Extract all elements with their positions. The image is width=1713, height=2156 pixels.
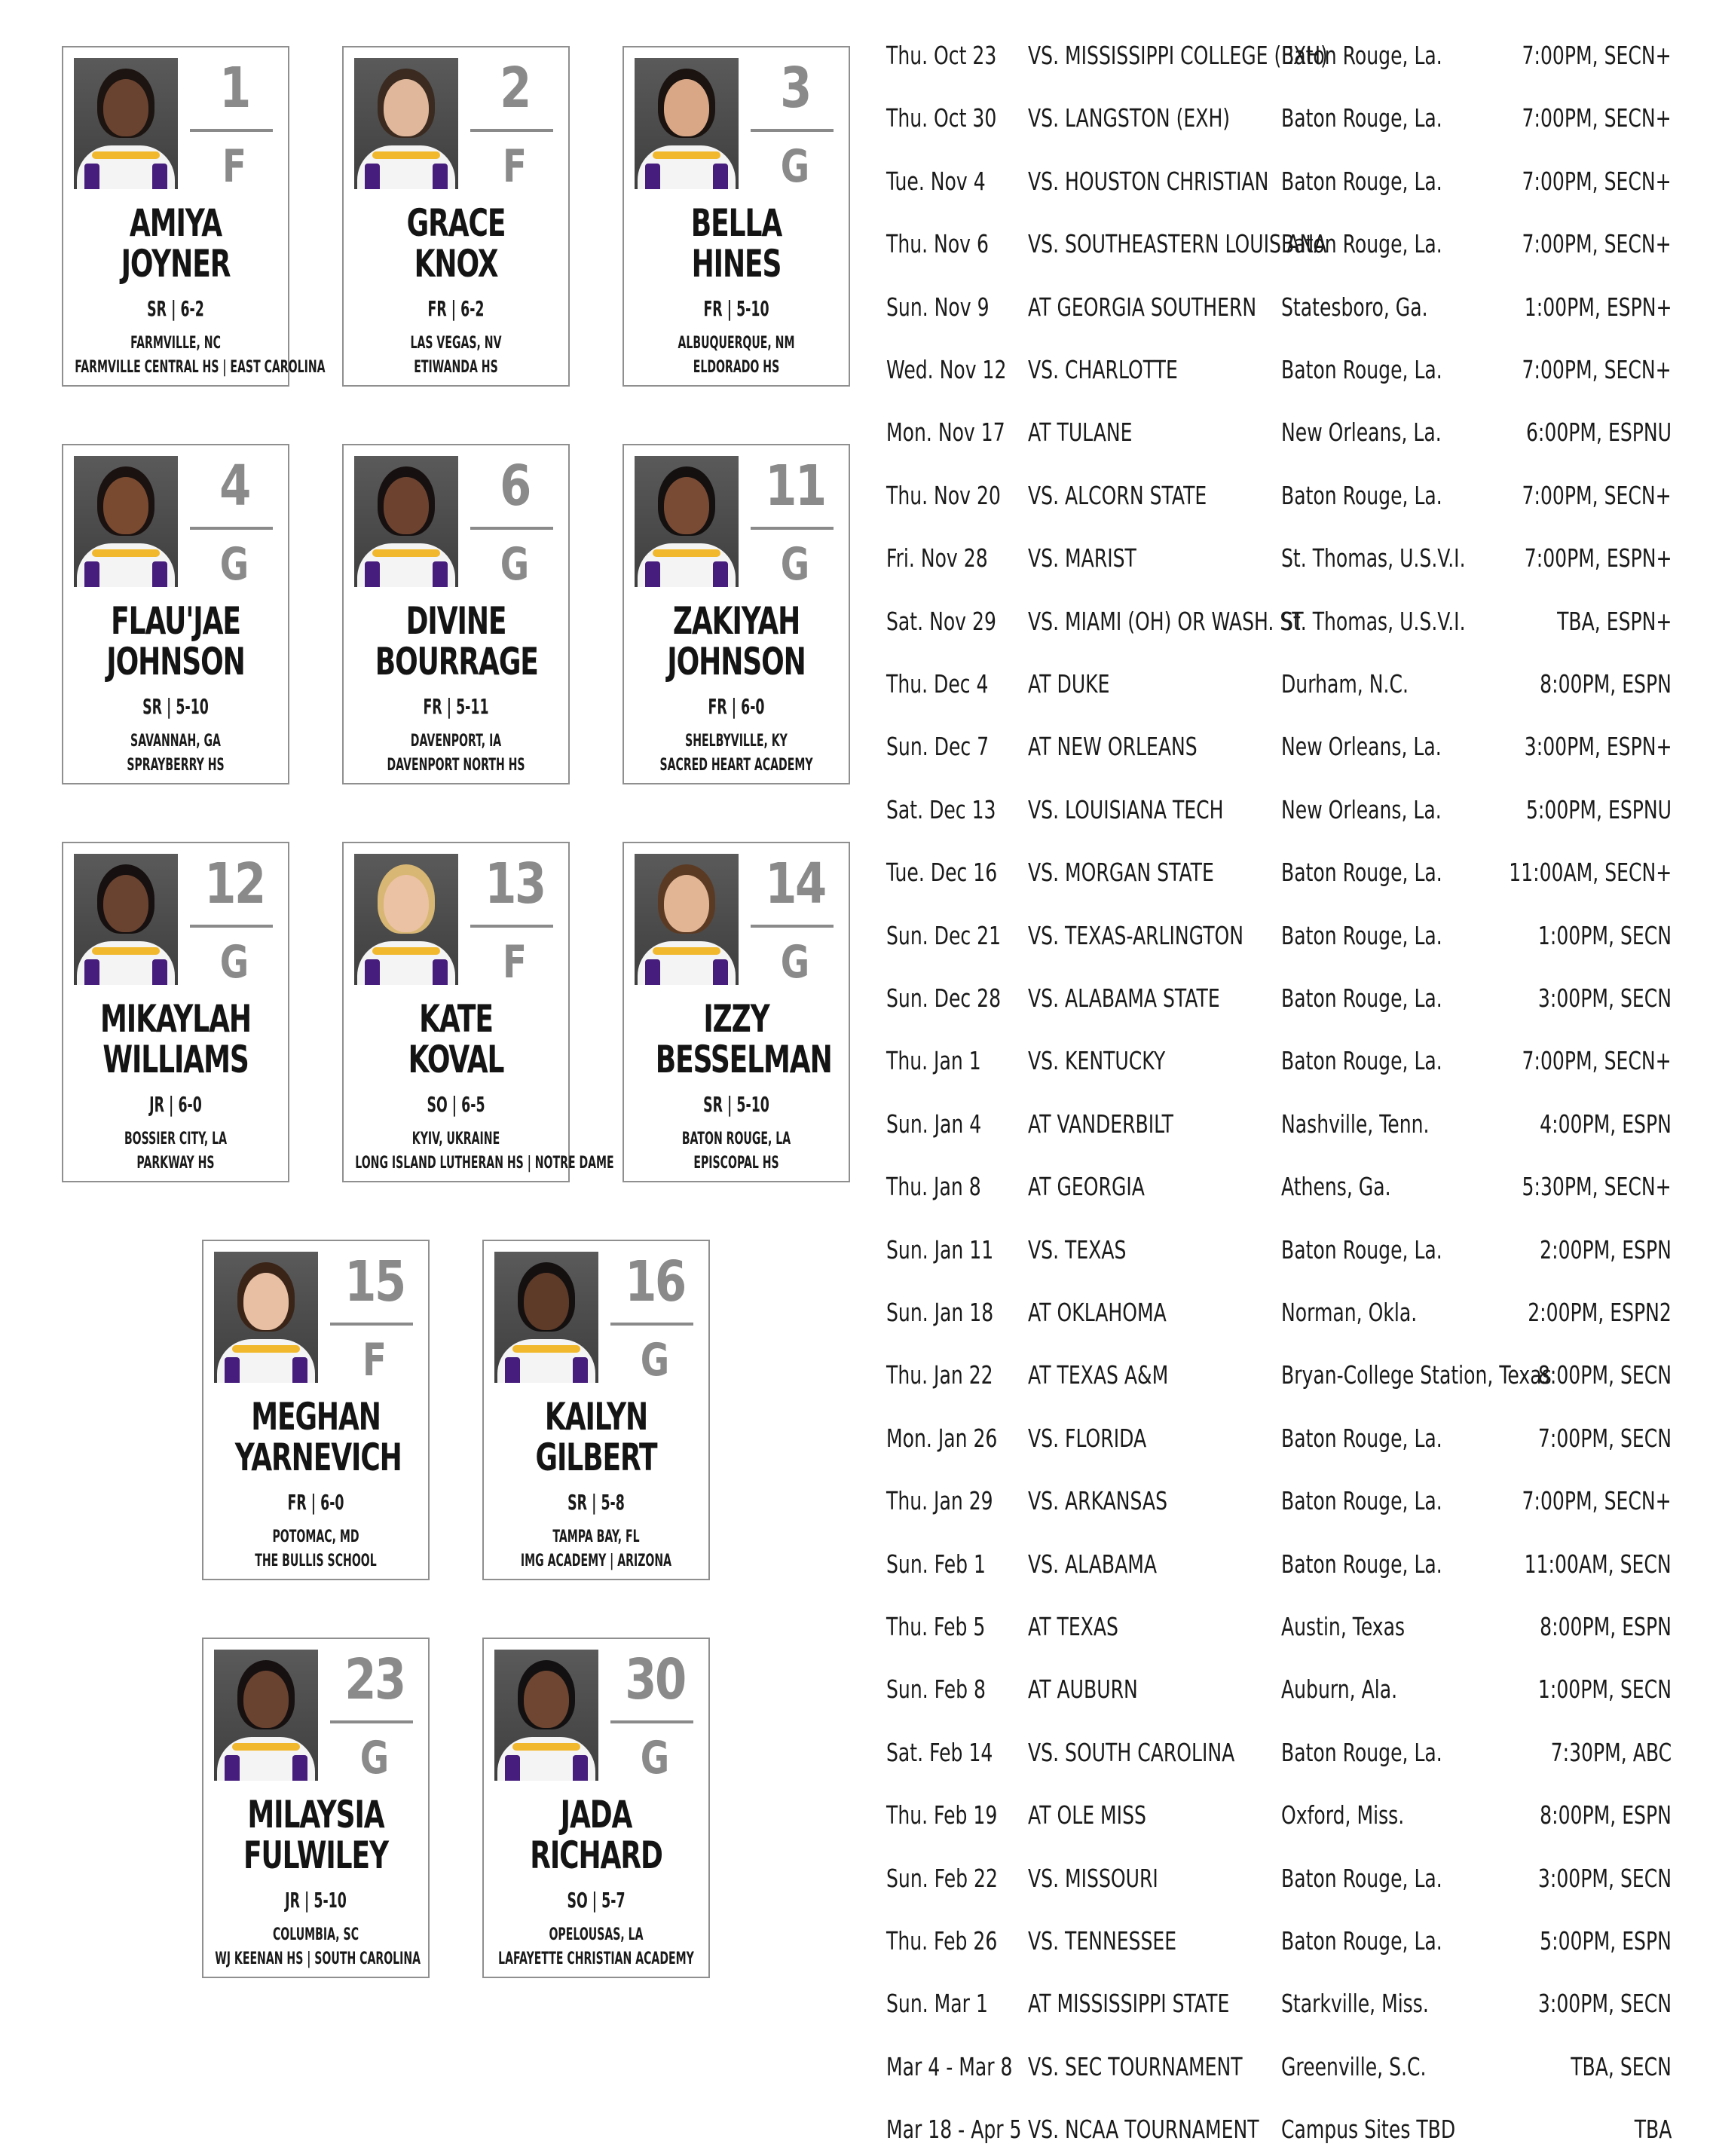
schedule-row xyxy=(886,96,1672,141)
game-time-network: 7:00PM, SECN+ xyxy=(1522,480,1672,510)
game-time-network: 7:00PM, SECN+ xyxy=(1522,41,1672,70)
game-opponent: AT GEORGIA SOUTHERN xyxy=(1028,292,1257,322)
player-name: GRACE KNOX xyxy=(406,201,506,286)
player-name: DIVINE BOURRAGE xyxy=(375,599,538,683)
hometown: DAVENPORT, IA xyxy=(410,732,502,751)
game-location: Athens, Ga. xyxy=(1281,1172,1391,1202)
game-opponent: VS. TEXAS-ARLINGTON xyxy=(1028,920,1244,950)
schedule-row xyxy=(886,536,1672,581)
divider xyxy=(470,527,553,530)
previous-school: IMG ACADEMY | ARIZONA xyxy=(520,1552,672,1570)
game-time-network: 7:00PM, SECN+ xyxy=(1522,166,1672,196)
game-time-network: 11:00AM, SECN+ xyxy=(1508,858,1672,888)
game-time-network: 5:30PM, SECN+ xyxy=(1522,1172,1672,1202)
hometown: BOSSIER CITY, LA xyxy=(124,1130,228,1148)
player-position: G xyxy=(780,936,810,989)
game-opponent: VS. SOUTHEASTERN LOUISIANA xyxy=(1028,229,1327,259)
player-name: AMIYA JOYNER xyxy=(121,201,231,286)
game-location: Starkville, Miss. xyxy=(1281,1989,1429,2019)
divider xyxy=(751,925,834,928)
player-photo xyxy=(635,58,739,189)
class-height: SO | 5-7 xyxy=(567,1888,626,1913)
hometown: POTOMAC, MD xyxy=(272,1528,359,1546)
previous-school: WJ KEENAN HS | SOUTH CAROLINA xyxy=(215,1950,421,1968)
schedule-row xyxy=(886,159,1672,204)
game-opponent: VS. CHARLOTTE xyxy=(1028,355,1178,384)
player-name: MIKAYLAH WILLIAMS xyxy=(100,997,251,1081)
class-height: FR | 6-2 xyxy=(427,296,485,321)
game-time-network: 7:00PM, SECN+ xyxy=(1522,229,1672,259)
hometown: FARMVILLE, NC xyxy=(130,334,221,353)
game-opponent: AT OLE MISS xyxy=(1028,1800,1146,1830)
game-location: Baton Rouge, La. xyxy=(1281,1926,1442,1956)
player-name: KAILYN GILBERT xyxy=(535,1395,657,1479)
player-card xyxy=(622,46,850,387)
divider xyxy=(470,925,553,928)
player-card xyxy=(482,1240,710,1580)
game-time-network: 2:00PM, ESPN2 xyxy=(1528,1298,1672,1327)
player-photo xyxy=(354,854,458,985)
game-opponent: VS. ALCORN STATE xyxy=(1028,480,1207,510)
game-opponent: AT TULANE xyxy=(1028,417,1133,448)
game-time-network: 1:00PM, SECN xyxy=(1537,920,1672,950)
game-location: New Orleans, La. xyxy=(1281,732,1442,762)
player-card xyxy=(622,444,850,784)
game-time-network: 5:00PM, ESPNU xyxy=(1525,794,1672,824)
divider xyxy=(751,527,834,530)
player-photo xyxy=(354,456,458,587)
previous-school: SACRED HEART ACADEMY xyxy=(659,756,813,775)
game-location: New Orleans, La. xyxy=(1281,417,1442,448)
hometown: COLUMBIA, SC xyxy=(272,1925,359,1944)
jersey-number: 16 xyxy=(625,1249,685,1314)
game-date: Mon. Nov 17 xyxy=(886,417,1005,448)
schedule-row xyxy=(886,410,1672,455)
previous-school: DAVENPORT NORTH HS xyxy=(387,756,525,775)
game-opponent: VS. MISSISSIPPI COLLEGE (EXH) xyxy=(1028,41,1328,70)
game-time-network: 3:00PM, SECN xyxy=(1537,1989,1672,2019)
game-date: Thu. Nov 20 xyxy=(886,480,1001,510)
game-time-network: 8:00PM, SECN xyxy=(1537,1360,1672,1390)
game-date: Sun. Dec 21 xyxy=(886,920,1002,950)
game-date: Thu. Oct 30 xyxy=(886,103,997,133)
game-time-network: 7:00PM, SECN+ xyxy=(1522,1486,1672,1516)
game-date: Sun. Mar 1 xyxy=(886,1989,988,2019)
class-height: FR | 5-11 xyxy=(423,694,489,719)
game-date: Sun. Jan 11 xyxy=(886,1234,994,1265)
player-position: F xyxy=(503,936,527,989)
schedule-row xyxy=(886,1228,1672,1273)
game-time-network: 3:00PM, ESPN+ xyxy=(1524,732,1672,762)
jersey-number: 2 xyxy=(500,56,530,121)
hometown: OPELOUSAS, LA xyxy=(549,1925,644,1944)
game-opponent: VS. TENNESSEE xyxy=(1028,1926,1177,1956)
player-card xyxy=(342,842,614,1182)
player-photo xyxy=(354,58,458,189)
player-card xyxy=(62,444,289,784)
game-opponent: VS. LANGSTON (EXH) xyxy=(1028,103,1231,133)
player-name: KATE KOVAL xyxy=(408,997,504,1081)
hometown: LAS VEGAS, NV xyxy=(410,334,502,353)
player-name: IZZY BESSELMAN xyxy=(655,997,832,1081)
schedule-row xyxy=(886,1353,1672,1398)
player-position: G xyxy=(219,936,249,989)
schedule-row xyxy=(886,1290,1672,1335)
divider xyxy=(470,129,553,132)
player-card xyxy=(482,1638,710,1978)
game-date: Sat. Feb 14 xyxy=(886,1737,993,1767)
jersey-number: 4 xyxy=(219,454,249,518)
game-time-network: 7:30PM, ABC xyxy=(1550,1737,1672,1767)
game-date: Thu. Jan 8 xyxy=(886,1172,981,1202)
player-card xyxy=(202,1638,430,1978)
game-opponent: VS. ARKANSAS xyxy=(1028,1486,1168,1516)
game-time-network: 8:00PM, ESPN xyxy=(1540,669,1672,699)
game-date: Thu. Feb 19 xyxy=(886,1800,998,1830)
hometown: KYIV, UKRAINE xyxy=(411,1130,500,1148)
game-opponent: AT TEXAS xyxy=(1028,1612,1118,1641)
game-opponent: AT TEXAS A&M xyxy=(1028,1360,1169,1390)
player-position: G xyxy=(780,140,810,193)
game-date: Thu. Nov 6 xyxy=(886,229,989,259)
divider xyxy=(330,1323,413,1326)
schedule-row xyxy=(886,1604,1672,1650)
game-location: Austin, Texas xyxy=(1281,1612,1406,1641)
schedule-row xyxy=(886,787,1672,833)
game-opponent: VS. MORGAN STATE xyxy=(1028,858,1214,888)
game-location: Oxford, Miss. xyxy=(1281,1800,1405,1830)
game-opponent: VS. ALABAMA STATE xyxy=(1028,983,1220,1013)
jersey-number: 1 xyxy=(219,56,249,121)
game-date: Sun. Dec 7 xyxy=(886,732,990,762)
hometown: TAMPA BAY, FL xyxy=(552,1528,640,1546)
jersey-number: 6 xyxy=(500,454,530,518)
jersey-number: 23 xyxy=(344,1647,405,1712)
player-card xyxy=(342,444,570,784)
game-opponent: AT DUKE xyxy=(1028,669,1110,699)
previous-school: SPRAYBERRY HS xyxy=(127,756,225,775)
game-opponent: AT VANDERBILT xyxy=(1028,1109,1174,1139)
game-time-network: 2:00PM, ESPN xyxy=(1540,1234,1672,1265)
divider xyxy=(190,129,273,132)
game-location: Baton Rouge, La. xyxy=(1281,1863,1442,1893)
game-date: Sun. Feb 22 xyxy=(886,1863,998,1893)
player-photo xyxy=(74,854,178,985)
game-time-network: 8:00PM, ESPN xyxy=(1540,1800,1672,1830)
player-position: G xyxy=(359,1732,390,1784)
schedule-row xyxy=(886,724,1672,769)
divider xyxy=(610,1720,693,1723)
player-position: G xyxy=(640,1732,670,1784)
game-location: Baton Rouge, La. xyxy=(1281,229,1442,259)
jersey-number: 3 xyxy=(780,56,810,121)
game-date: Mon. Jan 26 xyxy=(886,1423,998,1453)
game-date: Thu. Jan 1 xyxy=(886,1046,981,1076)
class-height: SR | 5-10 xyxy=(142,694,209,719)
game-opponent: AT AUBURN xyxy=(1028,1674,1138,1705)
class-height: FR | 5-10 xyxy=(703,296,769,321)
jersey-number: 14 xyxy=(765,852,825,916)
game-location: Baton Rouge, La. xyxy=(1281,983,1442,1013)
schedule-row xyxy=(886,2044,1672,2090)
player-card xyxy=(62,842,289,1182)
game-date: Sun. Dec 28 xyxy=(886,983,1002,1013)
game-time-network: 3:00PM, SECN xyxy=(1537,983,1672,1013)
game-location: Baton Rouge, La. xyxy=(1281,1234,1442,1265)
player-position: F xyxy=(222,140,246,193)
game-date: Sun. Jan 18 xyxy=(886,1298,994,1327)
schedule-row xyxy=(886,1919,1672,1964)
previous-school: PARKWAY HS xyxy=(136,1154,215,1173)
game-time-network: TBA, SECN xyxy=(1571,2051,1672,2081)
schedule-row xyxy=(886,1793,1672,1838)
game-location: Baton Rouge, La. xyxy=(1281,1486,1442,1516)
game-location: Nashville, Tenn. xyxy=(1281,1109,1430,1139)
schedule-row xyxy=(886,976,1672,1021)
schedule-row xyxy=(886,33,1672,78)
game-location: Baton Rouge, La. xyxy=(1281,1737,1442,1767)
player-position: F xyxy=(362,1334,387,1387)
game-time-network: 8:00PM, ESPN xyxy=(1540,1612,1672,1641)
player-card xyxy=(342,46,570,387)
schedule-row xyxy=(886,1102,1672,1147)
game-opponent: VS. NCAA TOURNAMENT xyxy=(1028,2115,1259,2145)
game-location: Statesboro, Ga. xyxy=(1281,292,1428,322)
game-location: St. Thomas, U.S.V.I. xyxy=(1281,606,1466,636)
schedule-row xyxy=(886,850,1672,895)
player-name: JADA RICHARD xyxy=(530,1793,662,1877)
game-time-network: 1:00PM, ESPN+ xyxy=(1524,292,1672,322)
game-date: Mar 4 - Mar 8 xyxy=(886,2051,1013,2081)
game-location: Auburn, Ala. xyxy=(1281,1674,1398,1705)
game-time-network: 6:00PM, ESPNU xyxy=(1525,417,1672,448)
previous-school: ELDORADO HS xyxy=(693,358,780,377)
schedule-row xyxy=(886,1667,1672,1712)
game-date: Mar 18 - Apr 5 xyxy=(886,2115,1022,2145)
game-opponent: VS. SOUTH CAROLINA xyxy=(1028,1737,1235,1767)
game-location: New Orleans, La. xyxy=(1281,794,1442,824)
game-opponent: VS. KENTUCKY xyxy=(1028,1046,1166,1076)
game-opponent: AT GEORGIA xyxy=(1028,1172,1145,1202)
game-opponent: VS. SEC TOURNAMENT xyxy=(1028,2051,1243,2081)
player-position: F xyxy=(503,140,527,193)
hometown: SHELBYVILLE, KY xyxy=(685,732,788,751)
previous-school: LAFAYETTE CHRISTIAN ACADEMY xyxy=(498,1950,694,1968)
schedule-row xyxy=(886,1542,1672,1587)
class-height: JR | 5-10 xyxy=(285,1888,347,1913)
game-location: Baton Rouge, La. xyxy=(1281,166,1442,196)
player-position: G xyxy=(780,538,810,591)
schedule-row xyxy=(886,347,1672,393)
player-photo xyxy=(494,1650,598,1781)
schedule-row xyxy=(886,599,1672,644)
game-date: Tue. Dec 16 xyxy=(886,858,998,888)
game-date: Sun. Feb 8 xyxy=(886,1674,986,1705)
player-name: FLAU'JAE JOHNSON xyxy=(106,599,245,683)
jersey-number: 30 xyxy=(625,1647,685,1712)
player-name: MILAYSIA FULWILEY xyxy=(243,1793,389,1877)
player-position: G xyxy=(640,1334,670,1387)
game-location: Baton Rouge, La. xyxy=(1281,480,1442,510)
game-time-network: TBA xyxy=(1634,2115,1672,2145)
game-date: Thu. Jan 29 xyxy=(886,1486,993,1516)
game-time-network: 7:00PM, SECN+ xyxy=(1522,103,1672,133)
game-opponent: AT OKLAHOMA xyxy=(1028,1298,1167,1327)
schedule-row xyxy=(886,222,1672,267)
game-opponent: VS. ALABAMA xyxy=(1028,1549,1158,1579)
hometown: BATON ROUGE, LA xyxy=(681,1130,791,1148)
player-position: G xyxy=(500,538,530,591)
previous-school: EPISCOPAL HS xyxy=(693,1154,779,1173)
schedule-row xyxy=(886,1856,1672,1901)
game-location: Baton Rouge, La. xyxy=(1281,355,1442,384)
player-card xyxy=(202,1240,430,1580)
previous-school: LONG ISLAND LUTHERAN HS | NOTRE DAME xyxy=(355,1154,614,1173)
player-photo xyxy=(635,456,739,587)
schedule-row xyxy=(886,1164,1672,1210)
player-photo xyxy=(214,1650,318,1781)
divider xyxy=(330,1720,413,1723)
jersey-number: 15 xyxy=(344,1249,405,1314)
game-opponent: VS. TEXAS xyxy=(1028,1234,1127,1265)
game-date: Thu. Feb 5 xyxy=(886,1612,986,1641)
class-height: SO | 6-5 xyxy=(427,1092,485,1117)
divider xyxy=(751,129,834,132)
game-date: Sat. Dec 13 xyxy=(886,794,996,824)
class-height: SR | 5-10 xyxy=(703,1092,769,1117)
hometown: ALBUQUERQUE, NM xyxy=(678,334,795,353)
previous-school: FARMVILLE CENTRAL HS | EAST CAROLINA xyxy=(75,358,326,377)
game-location: Baton Rouge, La. xyxy=(1281,1549,1442,1579)
game-opponent: VS. LOUISIANA TECH xyxy=(1028,794,1224,824)
schedule-row xyxy=(886,1730,1672,1775)
game-date: Sun. Nov 9 xyxy=(886,292,990,322)
class-height: JR | 6-0 xyxy=(149,1092,202,1117)
game-date: Thu. Dec 4 xyxy=(886,669,989,699)
game-time-network: 7:00PM, SECN+ xyxy=(1522,1046,1672,1076)
class-height: FR | 6-0 xyxy=(708,694,765,719)
game-time-network: 7:00PM, SECN+ xyxy=(1522,355,1672,384)
schedule-row xyxy=(886,1981,1672,2026)
game-location: Campus Sites TBD xyxy=(1281,2115,1456,2145)
game-opponent: AT NEW ORLEANS xyxy=(1028,732,1198,762)
game-opponent: AT MISSISSIPPI STATE xyxy=(1028,1989,1230,2019)
player-name: ZAKIYAH JOHNSON xyxy=(667,599,806,683)
class-height: SR | 5-8 xyxy=(567,1490,625,1515)
game-time-network: TBA, ESPN+ xyxy=(1556,606,1672,636)
player-card xyxy=(62,46,326,387)
player-photo xyxy=(74,58,178,189)
schedule-row xyxy=(886,2107,1672,2152)
game-opponent: VS. MARIST xyxy=(1028,543,1136,573)
divider xyxy=(190,925,273,928)
game-opponent: VS. FLORIDA xyxy=(1028,1423,1147,1453)
game-location: Baton Rouge, La. xyxy=(1281,858,1442,888)
schedule-row xyxy=(886,1416,1672,1461)
class-height: SR | 6-2 xyxy=(147,296,204,321)
game-date: Sun. Feb 1 xyxy=(886,1549,986,1579)
game-location: Norman, Okla. xyxy=(1281,1298,1418,1327)
schedule-row xyxy=(886,913,1672,959)
hometown: SAVANNAH, GA xyxy=(130,732,221,751)
player-card xyxy=(622,842,850,1182)
schedule-row xyxy=(886,473,1672,518)
game-location: Greenville, S.C. xyxy=(1281,2051,1427,2081)
game-location: Durham, N.C. xyxy=(1281,669,1409,699)
game-time-network: 7:00PM, SECN xyxy=(1537,1423,1672,1453)
player-name: MEGHAN YARNEVICH xyxy=(234,1395,402,1479)
game-location: Bryan-College Station, Texas xyxy=(1281,1360,1552,1390)
previous-school: ETIWANDA HS xyxy=(414,358,498,377)
schedule-row xyxy=(886,662,1672,707)
jersey-number: 13 xyxy=(485,852,545,916)
game-date: Sun. Jan 4 xyxy=(886,1109,982,1139)
divider xyxy=(190,527,273,530)
game-location: St. Thomas, U.S.V.I. xyxy=(1281,543,1466,573)
game-date: Tue. Nov 4 xyxy=(886,166,986,196)
player-photo xyxy=(494,1252,598,1383)
game-opponent: VS. MISSOURI xyxy=(1028,1863,1158,1893)
divider xyxy=(610,1323,693,1326)
game-date: Thu. Jan 22 xyxy=(886,1360,993,1390)
game-date: Thu. Oct 23 xyxy=(886,41,997,70)
game-time-network: 3:00PM, SECN xyxy=(1537,1863,1672,1893)
schedule-row xyxy=(886,1038,1672,1084)
schedule-row xyxy=(886,285,1672,330)
game-opponent: VS. HOUSTON CHRISTIAN xyxy=(1028,166,1269,196)
jersey-number: 11 xyxy=(765,454,825,518)
game-time-network: 1:00PM, SECN xyxy=(1537,1674,1672,1705)
game-time-network: 11:00AM, SECN xyxy=(1524,1549,1672,1579)
game-date: Sat. Nov 29 xyxy=(886,606,996,636)
jersey-number: 12 xyxy=(204,852,265,916)
game-location: Baton Rouge, La. xyxy=(1281,1423,1442,1453)
game-time-network: 5:00PM, ESPN xyxy=(1540,1926,1672,1956)
game-opponent: VS. MIAMI (OH) OR WASH. ST xyxy=(1028,606,1304,636)
previous-school: THE BULLIS SCHOOL xyxy=(255,1552,377,1570)
game-location: Baton Rouge, La. xyxy=(1281,103,1442,133)
game-location: Baton Rouge, La. xyxy=(1281,1046,1442,1076)
player-position: G xyxy=(219,538,249,591)
game-time-network: 4:00PM, ESPN xyxy=(1540,1109,1672,1139)
player-photo xyxy=(635,854,739,985)
player-photo xyxy=(74,456,178,587)
game-date: Wed. Nov 12 xyxy=(886,355,1007,384)
player-name: BELLA HINES xyxy=(690,201,782,286)
game-location: Baton Rouge, La. xyxy=(1281,920,1442,950)
schedule-row xyxy=(886,1479,1672,1524)
game-time-network: 7:00PM, ESPN+ xyxy=(1524,543,1672,573)
game-date: Thu. Feb 26 xyxy=(886,1926,998,1956)
class-height: FR | 6-0 xyxy=(287,1490,344,1515)
game-location: Baton Rouge, La. xyxy=(1281,41,1442,70)
game-date: Fri. Nov 28 xyxy=(886,543,988,573)
player-photo xyxy=(214,1252,318,1383)
